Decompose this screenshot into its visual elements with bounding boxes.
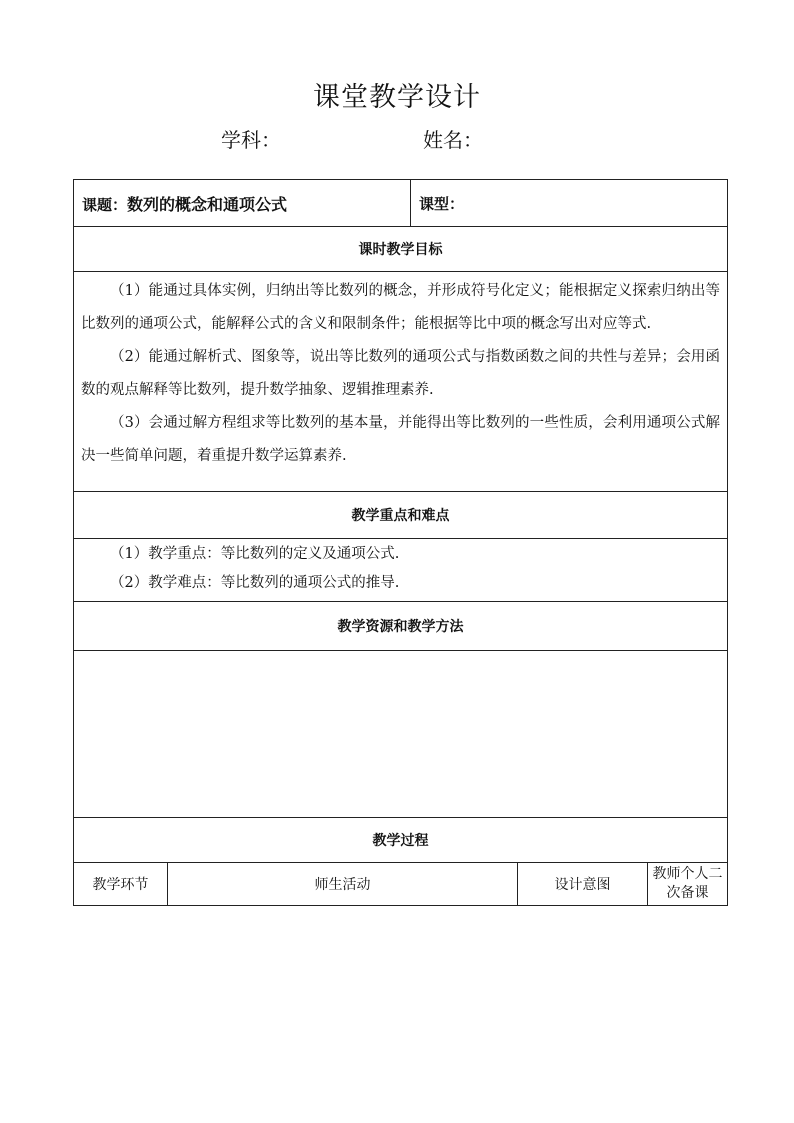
- key-points-heading-row: [74, 492, 728, 539]
- subject-label: 学科：: [221, 128, 281, 152]
- objectives-content: [74, 272, 728, 492]
- objective-item: （1）能通过具体实例，归纳出等比数列的概念，并形成符号化定义；能根据定义探索归纳出等比数列的通项公式，能解释公式的含义和限制条件；能根据等比中项的概念写出对应等式.: [81, 283, 721, 332]
- page-title: 课堂教学设计: [313, 82, 481, 113]
- objective-item: （2）能通过解析式、图象等，说出等比数列的通项公式与指数函数之间的共性与差异；会用函数的观点解释等比数列，提升数学抽象、逻辑推理素养.: [81, 349, 721, 398]
- process-col-activity: 师生活动: [168, 863, 518, 906]
- lesson-topic-cell: [74, 180, 411, 227]
- lesson-type-cell: [411, 180, 728, 227]
- topic-label: 课题：: [82, 195, 128, 214]
- type-label: 课型：: [419, 194, 465, 213]
- process-heading-row: [74, 818, 728, 863]
- key-point-item: （2）教学难点：等比数列的通项公式的推导.: [110, 575, 400, 591]
- lesson-plan-table: [73, 179, 728, 906]
- process-heading: 教学过程: [74, 818, 728, 863]
- resources-content: [74, 651, 728, 818]
- objectives-heading: 课时教学目标: [74, 227, 728, 272]
- process-col-intent: 设计意图: [518, 863, 648, 906]
- objectives-content-row: [74, 272, 728, 492]
- name-label: 姓名：: [423, 128, 483, 152]
- key-points-heading: 教学重点和难点: [74, 492, 728, 539]
- lesson-info-row: [74, 180, 728, 227]
- key-points-content: [74, 539, 728, 602]
- process-columns-row: [74, 863, 728, 906]
- topic-value: 数列的概念和通项公式: [127, 194, 288, 214]
- objectives-heading-row: [74, 227, 728, 272]
- resources-heading-row: [74, 602, 728, 651]
- resources-content-row: [74, 651, 728, 818]
- process-col-notes: 教师个人二次备课: [648, 863, 728, 906]
- key-points-content-row: [74, 539, 728, 602]
- resources-heading: 教学资源和教学方法: [74, 602, 728, 651]
- process-col-stage: 教学环节: [74, 863, 168, 906]
- objective-item: （3）会通过解方程组求等比数列的基本量，并能得出等比数列的一些性质，会利用通项公式解决一些简单问题，着重提升数学运算素养.: [81, 415, 721, 464]
- key-point-item: （1）教学重点：等比数列的定义及通项公式.: [110, 546, 400, 562]
